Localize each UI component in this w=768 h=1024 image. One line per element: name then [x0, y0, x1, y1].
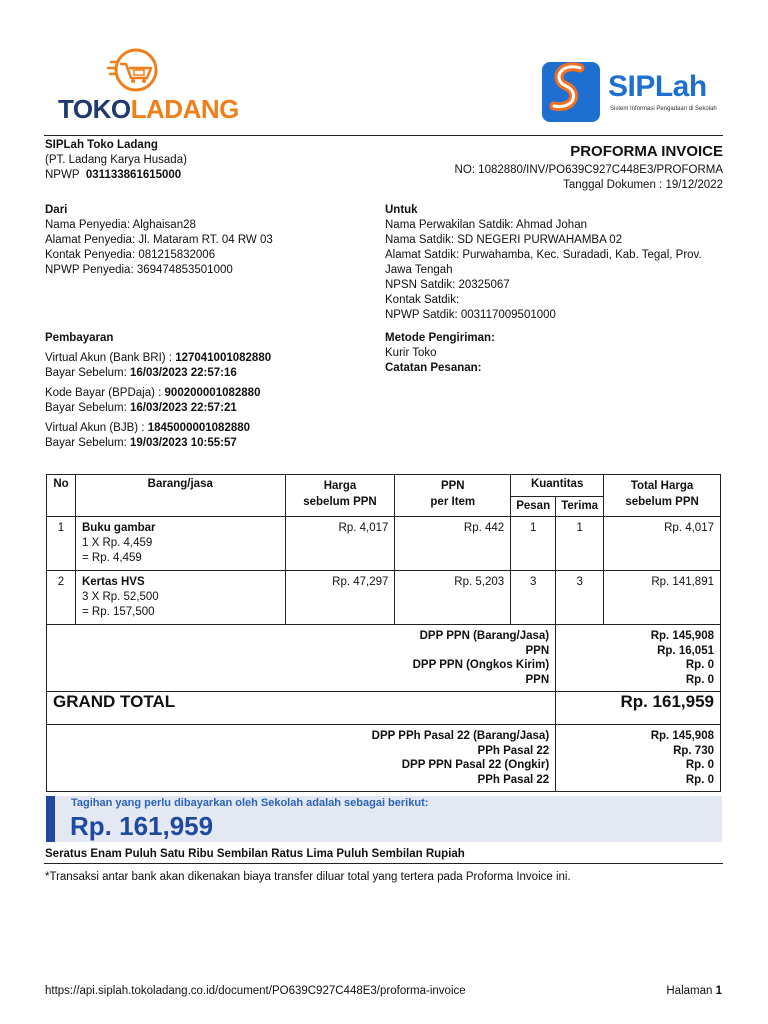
grand-total-value: Rp. 161,959 — [556, 692, 721, 725]
payment-method: Kode Bayar (BPDaja) : 900200001082880 Bayar Sebelum: 16/03/2023 22:57:21 — [45, 387, 261, 414]
to-line: Nama Satdik: SD NEGERI PURWAHAMBA 02 — [385, 234, 623, 246]
header-item: Barang/jasa — [75, 475, 285, 517]
table-row: 2 Kertas HVS 3 X Rp. 52,500 = Rp. 157,500 Rp. 47,297 Rp. 5,203 3 3 Rp. 141,891 — [47, 571, 721, 625]
from-line: Nama Penyedia: Alghaisan28 — [45, 219, 196, 231]
seller-npwp: NPWP 031133861615000 — [45, 169, 182, 181]
transfer-note: *Transaksi antar bank akan dikenakan biaya transfer diluar total yang tertera pada Proforma Invoice ini. — [45, 871, 571, 883]
header-qty: Kuantitas — [511, 475, 604, 497]
from-heading: Dari — [45, 204, 68, 216]
header-price: Harga sebelum PPN — [285, 475, 395, 517]
to-block — [385, 203, 702, 323]
doc-title: PROFORMA INVOICE — [570, 143, 723, 160]
seller-block — [45, 138, 187, 183]
items-table — [46, 474, 721, 792]
shipping-heading: Metode Pengiriman: — [385, 332, 495, 344]
shipping-method: Kurir Toko — [385, 347, 437, 359]
amount-in-words: Seratus Enam Puluh Satu Ribu Sembilan Ratus Lima Puluh Sembilan Rupiah — [45, 848, 465, 860]
payment-method: Virtual Akun (Bank BRI) : 127041001082880 Bayar Sebelum: 16/03/2023 22:57:16 — [45, 352, 272, 379]
billing-amount: Rp. 161,959 — [70, 811, 214, 841]
shipping-block — [385, 331, 495, 376]
to-line: Nama Perwakilan Satdik: Ahmad Johan — [385, 219, 587, 231]
pph-summary-row: DPP PPh Pasal 22 (Barang/Jasa) PPh Pasal 22 DPP PPN Pasal 22 (Ongkir) PPh Pasal 22 Rp. 145,908 Rp. 730 Rp. 0 Rp. 0 — [47, 725, 721, 792]
seller-company: (PT. Ladang Karya Husada) — [45, 154, 187, 166]
item-name: Kertas HVS — [81, 576, 145, 588]
header-total: Total Harga sebelum PPN — [604, 475, 721, 517]
doc-number: NO: 1082880/INV/PO639C927C448E3/PROFORMA — [454, 164, 723, 176]
header-ppn: PPN per Item — [395, 475, 511, 517]
siplah-logo — [540, 56, 725, 128]
siplah-subtitle: Sistem Informasi Pengadaan di Sekolah — [610, 106, 717, 112]
to-line: Jawa Tengah — [385, 264, 453, 276]
billing-accent-bar — [46, 796, 55, 842]
to-line: NPWP Satdik: 003117009501000 — [385, 309, 556, 321]
item-name: Buku gambar — [81, 522, 156, 534]
tokoladang-logo — [48, 48, 239, 130]
payment-method: Virtual Akun (BJB) : 1845000001082880 Bayar Sebelum: 19/03/2023 10:55:57 — [45, 422, 251, 449]
payment-block — [45, 331, 271, 451]
tax-summary-row: DPP PPN (Barang/Jasa) PPN DPP PPN (Ongkos Kirim) PPN Rp. 145,908 Rp. 16,051 Rp. 0 Rp. 0 — [47, 625, 721, 692]
header-qty-received: Terima — [556, 497, 604, 517]
words-divider — [44, 863, 723, 864]
to-line: NPSN Satdik: 20325067 — [385, 279, 510, 291]
from-line: Kontak Penyedia: 081215832006 — [45, 249, 216, 261]
to-line: Kontak Satdik: — [385, 294, 460, 306]
from-line: NPWP Penyedia: 369474853501000 — [45, 264, 233, 276]
logo-wordmark: TOKOLADANG — [58, 94, 239, 124]
grand-total-row — [47, 692, 721, 725]
document-url[interactable]: https://api.siplah.tokoladang.co.id/document/PO639C927C448E3/proforma-invoice — [45, 985, 466, 997]
payment-heading: Pembayaran — [45, 332, 114, 344]
seller-name: SIPLah Toko Ladang — [45, 139, 158, 151]
billing-caption: Tagihan yang perlu dibayarkan oleh Sekolah adalah sebagai berikut: — [71, 797, 429, 809]
siplah-wordmark: SIPLah — [608, 70, 707, 103]
to-line: Alamat Satdik: Purwahamba, Kec. Suradadi, Kab. Tegal, Prov. — [385, 249, 702, 261]
to-heading: Untuk — [385, 204, 418, 216]
doc-header — [455, 143, 723, 193]
page-number: Halaman 1 — [666, 985, 722, 997]
from-line: Alamat Penyedia: Jl. Mataram RT. 04 RW 03 — [45, 234, 273, 246]
siplah-emblem-icon — [540, 56, 604, 124]
doc-date: Tanggal Dokumen : 19/12/2022 — [563, 179, 723, 191]
table-header-row — [47, 475, 721, 497]
from-block — [45, 203, 273, 278]
grand-total-label: GRAND TOTAL — [47, 692, 556, 725]
order-notes-heading: Catatan Pesanan: — [385, 362, 482, 374]
table-row: 1 Buku gambar 1 X Rp. 4,459 = Rp. 4,459 Rp. 4,017 Rp. 442 1 1 Rp. 4,017 — [47, 517, 721, 571]
header-no: No — [47, 475, 76, 517]
header-qty-order: Pesan — [511, 497, 556, 517]
header-divider — [44, 135, 723, 136]
